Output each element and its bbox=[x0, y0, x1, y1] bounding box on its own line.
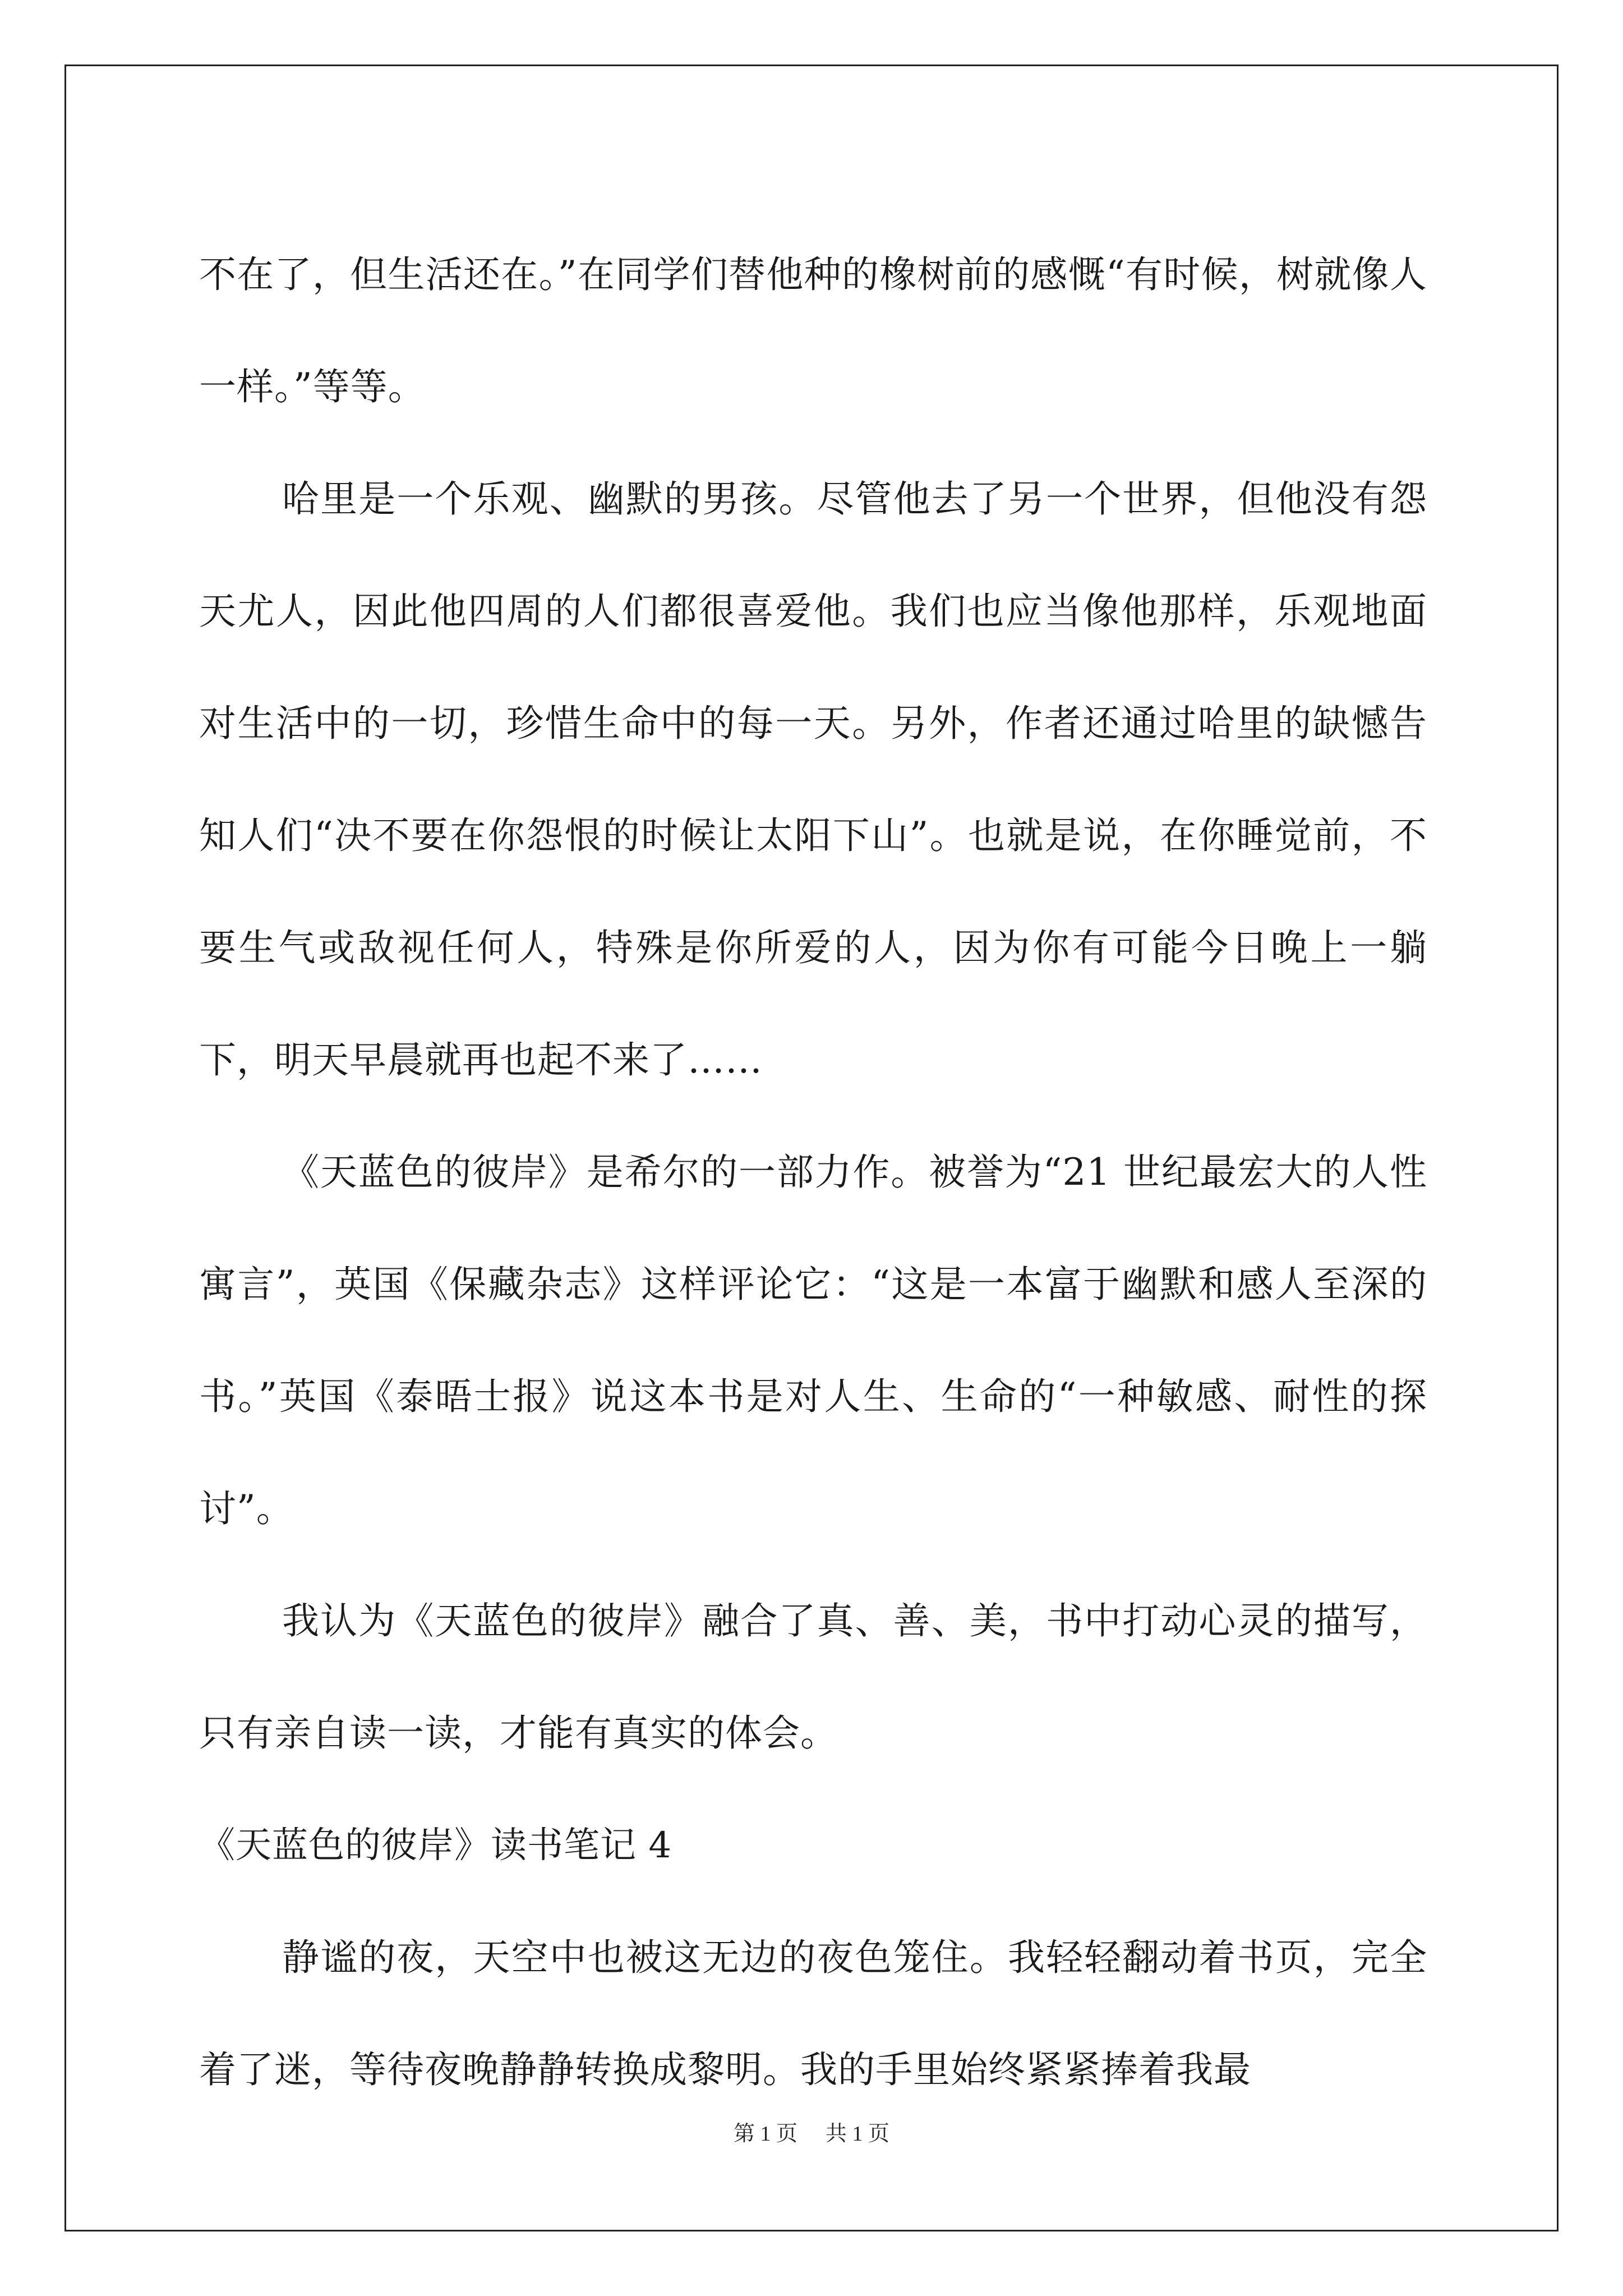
document-body bbox=[199, 219, 1427, 2126]
paragraph: 哈里是一个乐观、幽默的男孩。尽管他去了另一个世界，但他没有怨天尤人，因此他四周的人们都很喜爱他。我们也应当像他那样，乐观地面对生活中的一切，珍惜生命中的每一天。另外，作者还通过哈里的缺憾告知人们“决不要在你怨恨的时候让太阳下山”。也就是说，在你睡觉前，不要生气或敌视任何人，特殊是你所爱的人，因为你有可能今日晚上一躺下，明天早晨就再也起不来了…… bbox=[199, 477, 1427, 1082]
paragraph: 静谧的夜，天空中也被这无边的夜色笼住。我轻轻翻动着书页，完全着了迷，等待夜晚静静转换成黎明。我的手里始终紧紧捧着我最 bbox=[199, 1936, 1427, 2091]
paragraph: 我认为《天蓝色的彼岸》融合了真、善、美，书中打动心灵的描写，只有亲自读一读，才能有真实的体会。 bbox=[199, 1599, 1427, 1755]
page-footer bbox=[0, 2116, 1623, 2147]
paragraph: 不在了，但生活还在。”在同学们替他种的橡树前的感慨“有时候，树就像人一样。”等等。 bbox=[199, 253, 1427, 408]
section-heading: 《天蓝色的彼岸》读书笔记 4 bbox=[199, 1825, 672, 1866]
page-number: 第 1 页 bbox=[733, 2122, 797, 2146]
paragraph: 《天蓝色的彼岸》是希尔的一部力作。被誉为“21 世纪最宏大的人性寓言”，英国《保藏杂志》这样评论它：“这是一本富于幽默和感人至深的书。”英国《泰晤士报》说这本书是对人生、生命的“一种敏感、耐性的探讨”。 bbox=[199, 1151, 1427, 1530]
page-total: 共 1 页 bbox=[826, 2122, 890, 2146]
